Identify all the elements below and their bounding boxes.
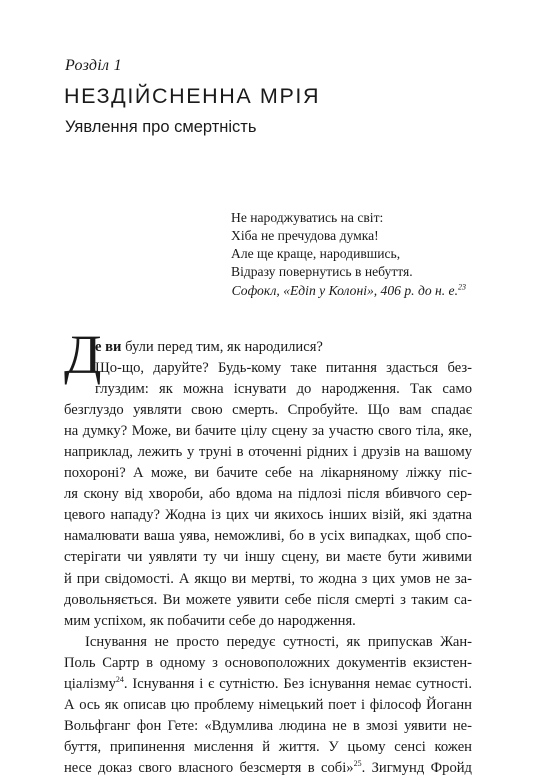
epigraph-line: Але ще краще, народившись, [231, 246, 401, 261]
footnote-ref-25[interactable]: 25 [353, 759, 362, 769]
text-line [64, 337, 472, 358]
epigraph-line: Не народжуватись на світ: [231, 210, 384, 225]
text-line-content: несе доказ свого власного безсмертя в собі» [64, 759, 354, 776]
text-line [64, 674, 472, 695]
body-text [64, 337, 472, 779]
text-line-content: ціалізму [64, 675, 116, 692]
drop-cap: Д [64, 324, 102, 385]
text-line: довольняється. Ви можете уявити себе після смерті з таким са- [64, 591, 472, 608]
chapter-subtitle: Уявлення про смертність [65, 118, 257, 136]
chapter-title: НЕЗДІЙСНЕННА МРІЯ [64, 84, 321, 108]
text-line: й при свідомості. А якщо ви мертві, то жодна з цих умов не за- [64, 570, 472, 587]
footnote-ref-24[interactable]: 24 [115, 674, 124, 684]
text-line: безглуздо уявляти свою смерть. Спробуйте. Що вам спадає [64, 402, 472, 419]
text-line: мим успіхом, як побачити себе до народження. [64, 612, 356, 629]
epigraph [231, 209, 471, 300]
text-line: наприклад, лежить у труні в оточенні рідних і друзів на вашому [64, 444, 472, 461]
text-line: ля скону від хвороби, або вдома на підлозі після вбивчого сер- [64, 486, 472, 503]
text-line: буття, припинення мислення й життя. У цьому сенсі кожен [64, 738, 472, 755]
text-line-content: . Існування і є сутністю. Без існування немає сутності. [123, 675, 472, 692]
text-line: намалювати ваша уява, неможливі, бо в усіх випадках, щоб спо- [64, 528, 472, 545]
text-line: цевого нападу? Жодна із цих чи якихось інших візій, які здатна [64, 507, 472, 524]
epigraph-line: Відразу повернутись в небуття. [231, 264, 413, 279]
text-line: Що-що, даруйте? Будь-кому таке питання здасться без- [95, 360, 472, 377]
epigraph-source [231, 282, 466, 300]
text-line: Існування не просто передує сутності, як припускав Жан- [85, 633, 472, 650]
text-line: глуздим: як можна існувати до народження. Так само [95, 381, 472, 398]
lead-in-bold: е ви [95, 339, 122, 355]
epigraph-source-text: Софокл, «Едіп у Колоні», 406 р. до н. е. [231, 283, 458, 298]
text-line: на думку? Може, ви бачите цілу сцену за участю свого тіла, яке, [64, 423, 472, 440]
text-line: Вольфганг фон Гете: «Вдумлива людина не в змозі уявити не- [64, 717, 472, 734]
text-line: А ось як описав цю проблему німецький поет і філософ Йоганн [64, 696, 472, 713]
text-line-content: були перед тим, як народилися? [121, 339, 323, 355]
chapter-label: Розділ 1 [65, 57, 122, 74]
footnote-ref-23[interactable]: 23 [458, 282, 466, 292]
text-line: стерігати чи уявляти ту чи іншу сцену, ви маєте бути живими [64, 549, 472, 566]
text-line: похороні? А може, ви бачите себе на лікарняному ліжку піс- [64, 465, 472, 482]
text-line [64, 758, 472, 779]
text-line-content: . Зигмунд Фройд [361, 759, 472, 776]
epigraph-line: Хіба не пречудова думка! [231, 228, 379, 243]
text-line: Поль Сартр в одному з основоположних документів екзистен- [64, 654, 472, 671]
